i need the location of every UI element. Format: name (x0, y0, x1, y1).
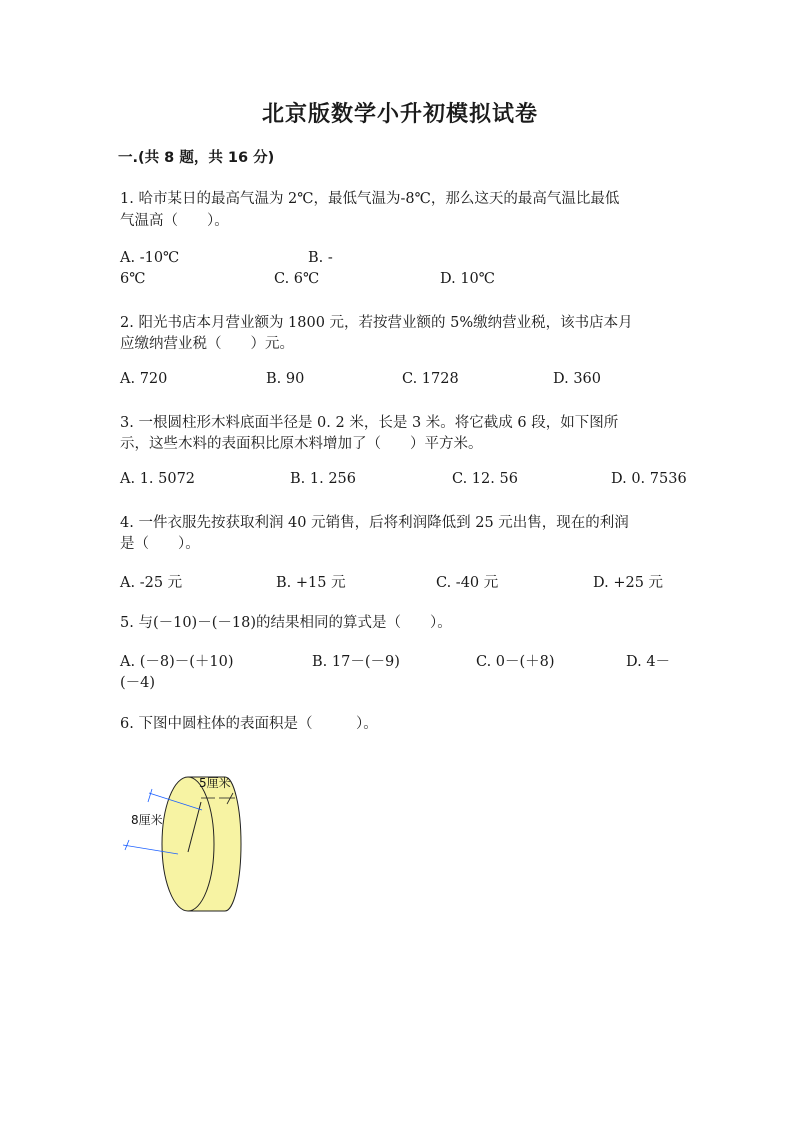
question-2-line-2: 应缴纳营业税（ ）元。 (120, 336, 294, 352)
question-4-line-1: 4. 一件衣服先按获取利润 40 元销售，后将利润降低到 25 元出售，现在的利润 (120, 515, 629, 531)
question-5-option-d-cont: (－4) (120, 675, 156, 691)
question-2-option-a: A. 720 (120, 371, 168, 387)
question-4-option-a: A. -25 元 (120, 575, 183, 591)
question-1-option-a: A. -10℃ (120, 250, 180, 266)
question-1-option-c: C. 6℃ (274, 271, 320, 287)
question-1-option-d: D. 10℃ (440, 271, 495, 287)
question-3-option-d: D. 0. 7536 (611, 471, 687, 487)
question-2-option-c: C. 1728 (402, 371, 459, 387)
height-label: 5厘米 (199, 776, 231, 790)
question-4-option-c: C. -40 元 (436, 575, 499, 591)
question-3-line-1: 3. 一根圆柱形木料底面半径是 0. 2 米，长是 3 米。将它截成 6 段，如下图所 (120, 415, 619, 431)
question-1-option-b: B. - (308, 250, 333, 266)
question-4-option-b: B. +15 元 (276, 575, 346, 591)
radius-label: 8厘米 (131, 813, 163, 827)
question-2-option-b: B. 90 (266, 371, 305, 387)
question-1-line-1: 1. 哈市某日的最高气温为 2℃，最低气温为-8℃，那么这天的最高气温比最低 (120, 191, 620, 207)
question-1-option-b-cont: 6℃ (120, 271, 146, 287)
question-5-option-a: A. (－8)－(＋10) (120, 654, 234, 670)
section-heading: 一.(共 8 题，共 16 分) (118, 150, 275, 166)
question-6-line-1: 6. 下图中圆柱体的表面积是（ ）。 (120, 716, 378, 732)
question-3-option-c: C. 12. 56 (452, 471, 518, 487)
page-title: 北京版数学小升初模拟试卷 (261, 102, 538, 127)
question-5-option-b: B. 17－(－9) (312, 654, 400, 670)
question-4-option-d: D. +25 元 (593, 575, 664, 591)
question-5-option-c: C. 0－(＋8) (476, 654, 555, 670)
question-2-line-1: 2. 阳光书店本月营业额为 1800 元，若按营业额的 5%缴纳营业税，该书店本月 (120, 315, 633, 331)
question-4-line-2: 是（ ）。 (120, 536, 200, 552)
question-1-line-2: 气温高（ ）。 (120, 213, 229, 229)
question-5-line-1: 5. 与(－10)－(－18)的结果相同的算式是（ ）。 (120, 615, 452, 631)
cylinder-front-face (162, 777, 214, 911)
cylinder-figure (115, 768, 255, 918)
question-3-line-2: 示，这些木料的表面积比原木料增加了（ ）平方米。 (120, 436, 483, 452)
question-5-option-d: D. 4－ (626, 654, 671, 670)
question-2-option-d: D. 360 (553, 371, 602, 387)
question-3-option-b: B. 1. 256 (290, 471, 356, 487)
question-3-option-a: A. 1. 5072 (120, 471, 196, 487)
